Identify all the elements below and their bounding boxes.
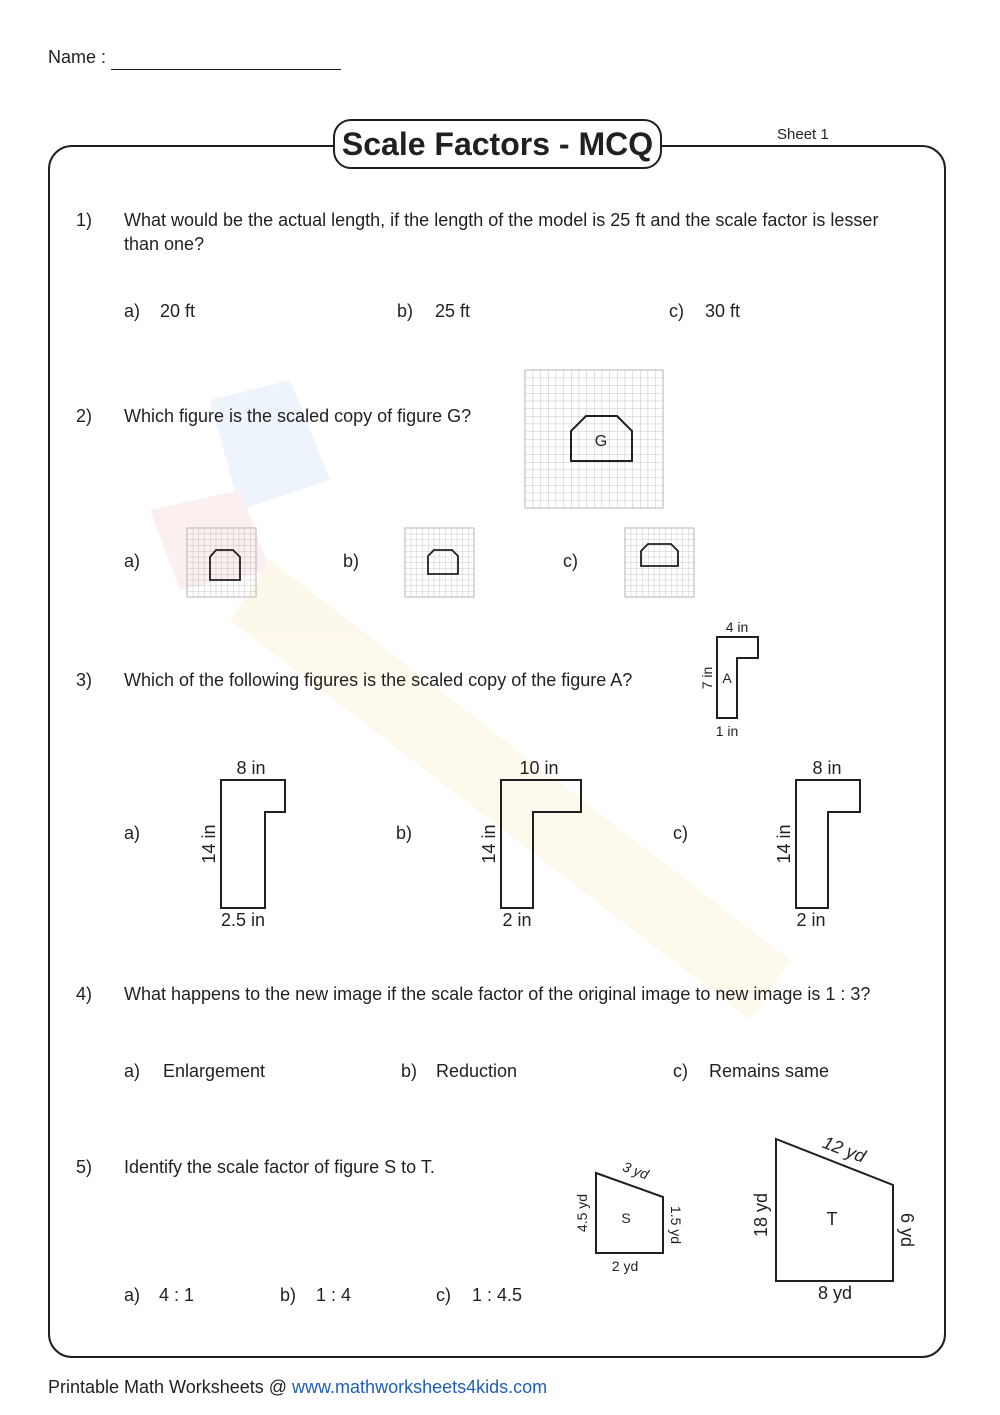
svg-text:10 in: 10 in — [519, 758, 559, 778]
svg-text:8 in: 8 in — [812, 758, 842, 778]
option-a-figure[interactable] — [190, 755, 310, 935]
option-letter[interactable]: c) — [563, 551, 578, 571]
svg-text:S: S — [621, 1210, 631, 1226]
name-label: Name : — [48, 47, 107, 67]
option-letter[interactable]: c) — [669, 301, 684, 321]
svg-text:14 in: 14 in — [199, 824, 219, 864]
option-letter[interactable]: b) — [280, 1285, 297, 1305]
option-text[interactable]: 1 : 4 — [316, 1285, 352, 1305]
option-c-figure[interactable] — [625, 528, 694, 597]
option-text[interactable]: 30 ft — [705, 301, 741, 321]
footer-text: Printable Math Worksheets @ — [48, 1377, 293, 1397]
option-text[interactable]: Enlargement — [163, 1061, 266, 1081]
svg-text:14 in: 14 in — [479, 824, 499, 864]
option-letter[interactable]: c) — [673, 1061, 688, 1081]
figure-a — [695, 618, 775, 743]
option-b-figure[interactable] — [405, 528, 474, 597]
question-text: Which of the following figures is the scaled copy of the figure A? — [124, 670, 633, 690]
question-number: 5) — [76, 1157, 93, 1177]
option-letter[interactable]: b) — [397, 301, 414, 321]
question-number: 4) — [76, 984, 93, 1004]
option-text[interactable]: Reduction — [436, 1061, 518, 1081]
figure-g-label: G — [594, 433, 608, 450]
svg-text:7 in: 7 in — [699, 666, 715, 690]
option-letter[interactable]: b) — [343, 551, 360, 571]
svg-text:2 in: 2 in — [796, 910, 826, 930]
option-text[interactable]: 25 ft — [435, 301, 471, 321]
question-text: Which figure is the scaled copy of figure G? — [124, 406, 472, 426]
question-text: What would be the actual length, if the length of the model is 25 ft and the scale factor is lesser — [124, 210, 879, 230]
svg-text:18 yd: 18 yd — [751, 1192, 771, 1238]
sheet-number: Sheet 1 — [777, 126, 829, 143]
svg-text:A: A — [722, 670, 732, 686]
svg-text:2.5 in: 2.5 in — [220, 910, 266, 930]
svg-text:8 in: 8 in — [236, 758, 266, 778]
svg-text:2 yd: 2 yd — [611, 1258, 639, 1274]
svg-text:T: T — [826, 1209, 838, 1229]
option-text[interactable]: 20 ft — [160, 301, 196, 321]
question-number: 3) — [76, 670, 93, 690]
option-text[interactable]: 1 : 4.5 — [472, 1285, 523, 1305]
option-letter[interactable]: a) — [124, 1061, 141, 1081]
option-letter[interactable]: b) — [401, 1061, 418, 1081]
option-letter[interactable]: a) — [124, 823, 141, 843]
svg-text:4.5 yd: 4.5 yd — [574, 1193, 590, 1233]
question-number: 2) — [76, 406, 93, 426]
svg-text:1 in: 1 in — [715, 723, 739, 739]
option-c-figure[interactable] — [765, 755, 885, 935]
question-text-cont: than one? — [124, 234, 205, 254]
svg-text:4 in: 4 in — [725, 619, 749, 635]
footer — [48, 1377, 547, 1398]
svg-text:2 in: 2 in — [502, 910, 532, 930]
svg-text:1.5 yd: 1.5 yd — [668, 1205, 684, 1245]
option-text[interactable]: Remains same — [709, 1061, 830, 1081]
figure-s — [565, 1155, 695, 1280]
question-text: What happens to the new image if the scale factor of the original image to new image is 1 : 3? — [124, 984, 871, 1004]
option-text[interactable]: 4 : 1 — [159, 1285, 195, 1305]
svg-text:6 yd: 6 yd — [897, 1212, 917, 1248]
option-letter[interactable]: a) — [124, 301, 141, 321]
figure-g-grid — [525, 370, 663, 508]
question-text: Identify the scale factor of figure S to T. — [124, 1157, 435, 1177]
name-input-line[interactable] — [111, 69, 341, 70]
question-number: 1) — [76, 210, 93, 230]
svg-text:14 in: 14 in — [774, 824, 794, 864]
option-letter[interactable]: c) — [436, 1285, 451, 1305]
footer-link[interactable]: www.mathworksheets4kids.com — [292, 1377, 548, 1397]
option-b-figure[interactable] — [470, 755, 600, 935]
page-title: Scale Factors - MCQ — [333, 119, 662, 169]
option-letter[interactable]: a) — [124, 551, 141, 571]
option-a-figure[interactable] — [187, 528, 256, 597]
svg-text:8 yd: 8 yd — [817, 1283, 853, 1303]
svg-text:3 yd: 3 yd — [620, 1158, 651, 1183]
option-letter[interactable]: b) — [396, 823, 413, 843]
svg-text:12 yd: 12 yd — [820, 1132, 869, 1167]
option-letter[interactable]: c) — [673, 823, 688, 843]
option-letter[interactable]: a) — [124, 1285, 141, 1305]
figure-t — [745, 1125, 925, 1310]
